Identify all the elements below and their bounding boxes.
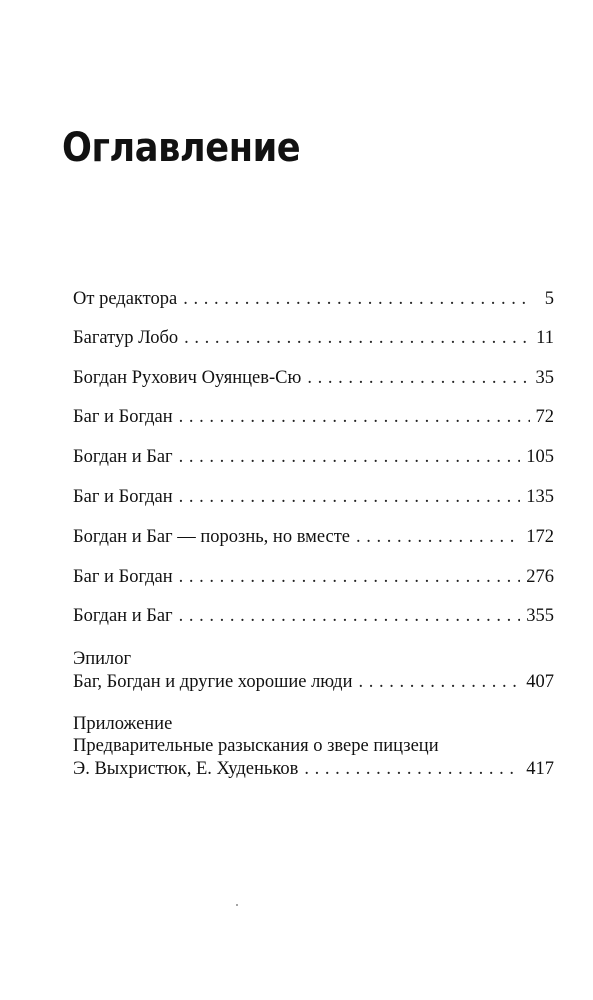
toc-entry-page: 35: [535, 368, 554, 388]
toc-entry-title: Э. Выхристюк, Е. Худеньков: [73, 759, 299, 779]
toc-entry-page: 172: [526, 527, 554, 547]
toc-leader: [359, 671, 521, 693]
toc-entry-title: Баг и Богдан: [73, 567, 173, 587]
toc-entry-page: 407: [526, 672, 554, 692]
toc-leader: [183, 288, 530, 310]
toc-entry-title: Богдан и Баг — порознь, но вместе: [73, 527, 351, 547]
toc-entry-title: Баг и Богдан: [73, 407, 173, 427]
toc-entry-page: 417: [526, 759, 554, 779]
toc-leader: [179, 566, 521, 588]
toc-entry-page: 105: [526, 447, 554, 467]
page-title: Оглавление: [62, 125, 301, 171]
epilogue-label: Эпилог: [73, 649, 132, 669]
toc-entry-page: 276: [526, 567, 554, 587]
toc-entry-title: Богдан и Баг: [73, 606, 173, 626]
toc-leader: [307, 367, 529, 389]
toc-entry: [73, 288, 554, 310]
toc-entry-title: Багатур Лобо: [73, 328, 179, 348]
toc-entry: [73, 446, 554, 468]
toc-entry-epilogue: [73, 671, 554, 693]
toc-leader: [179, 486, 521, 508]
toc-entry-appendix: [73, 758, 554, 780]
toc-entry: [73, 486, 554, 508]
toc-entry-page: 355: [526, 606, 554, 626]
toc-entry: [73, 566, 554, 588]
toc-leader: [356, 526, 520, 548]
toc-leader: [184, 327, 530, 349]
toc-entry: [73, 367, 554, 389]
toc-entry-title: Баг и Богдан: [73, 487, 173, 507]
paper-speck: [236, 904, 238, 906]
toc-entry: [73, 406, 554, 428]
toc-leader: [179, 406, 530, 428]
toc-entry: [73, 526, 554, 548]
toc-entry: [73, 605, 554, 627]
toc-entry: [73, 327, 554, 349]
toc-entry-page: 11: [536, 328, 554, 348]
toc-entry-title: Баг, Богдан и другие хорошие люди: [73, 672, 353, 692]
toc-entry-title: Богдан Рухович Оуянцев-Сю: [73, 368, 302, 388]
toc-leader: [179, 605, 521, 627]
appendix-subtitle: Предварительные разыскания о звере пицзеци: [73, 736, 439, 756]
toc-entry-page: 5: [544, 289, 554, 309]
toc-entry-title: От редактора: [73, 289, 178, 309]
toc-entry-title: Богдан и Баг: [73, 447, 173, 467]
toc-leader: [179, 446, 521, 468]
toc-entry-page: 72: [535, 407, 554, 427]
appendix-label: Приложение: [73, 714, 173, 734]
toc-entry-page: 135: [526, 487, 554, 507]
toc-leader: [304, 758, 520, 780]
